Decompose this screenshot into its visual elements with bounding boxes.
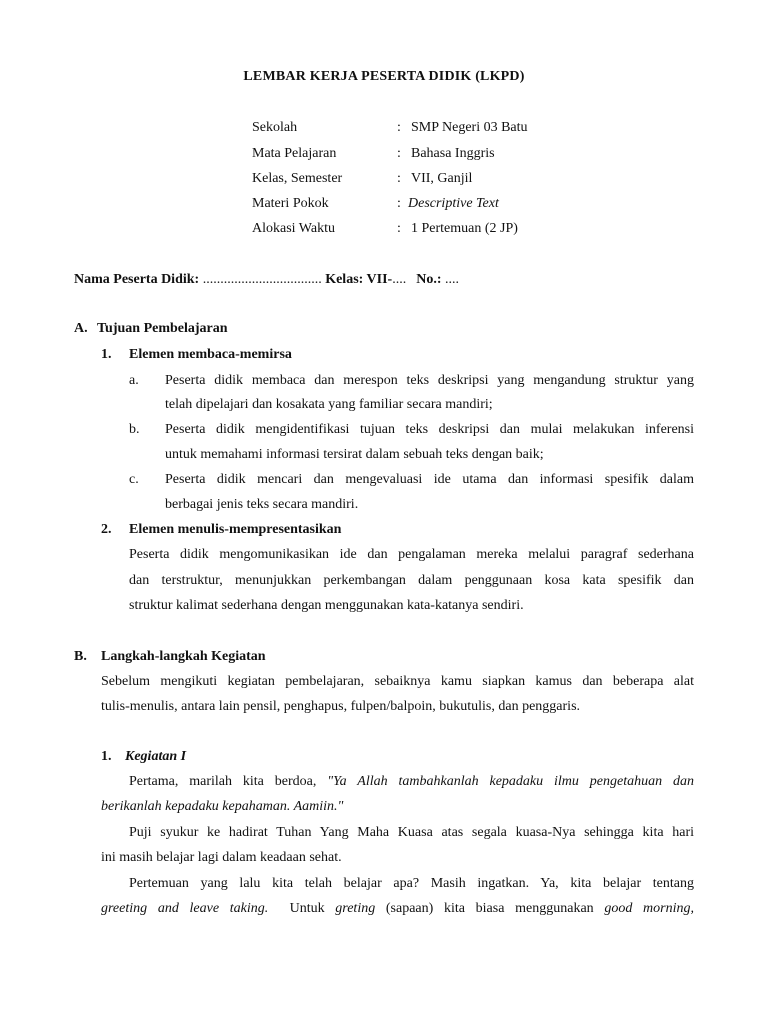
info-value-time: 1 Pertemuan (2 JP) [411,221,518,236]
info-label-topic: Materi Pokok [252,196,329,211]
kegiatan-gratitude-line2: ini masih belajar lagi dalam keadaan sehat. [101,850,342,865]
list-item-letter: c. [129,472,139,487]
good-morning-term: good morning, [604,901,694,916]
kegiatan-gratitude-line1: Puji syukur ke hadirat Tuhan Yang Maha Kuasa atas segala kuasa-Nya sehingga kita hari [129,825,694,840]
section-a-heading: Tujuan Pembelajaran [97,321,228,336]
info-value-topic: Descriptive Text [408,196,499,211]
student-name-label: Nama Peserta Didik: [74,272,200,287]
list-item-b-line2: untuk memahami informasi tersirat dalam sebuah teks dengan baik; [165,447,544,462]
info-colon: : [397,146,401,161]
kegiatan-review-line2 [101,900,694,918]
info-value-class-semester: VII, Ganjil [411,171,473,186]
subsection-2-heading: Elemen menulis-mempresentasikan [129,522,342,537]
document-title: LEMBAR KERJA PESERTA DIDIK (LKPD) [243,69,525,84]
section-a-marker: A. [74,321,88,336]
info-value-subject: Bahasa Inggris [411,146,495,161]
info-value-school: SMP Negeri 03 Batu [411,120,528,135]
untuk-text: Untuk [268,901,336,916]
student-number-label: No.: [416,272,442,287]
list-item-a-line1: Peserta didik membaca dan merespon teks deskripsi yang mengandung struktur yang [165,373,694,388]
section-b-marker: B. [74,649,87,664]
kegiatan-heading: Kegiatan I [125,749,187,764]
info-label-school: Sekolah [252,120,298,135]
greeting-term: greeting and leave taking. [101,901,269,916]
list-item-b-line1: Peserta didik mengidentifikasi tujuan teks deskripsi dan mulai melakukan inferensi [165,422,694,437]
info-colon: : [397,196,401,211]
section-b-heading: Langkah-langkah Kegiatan [101,649,266,664]
kegiatan-review-line1: Pertemuan yang lalu kita telah belajar apa? Masih ingatkan. Ya, kita belajar tentang [129,876,694,891]
subsection-2-line3: struktur kalimat sederhana dengan menggunakan kata-katanya sendiri. [129,598,524,613]
subsection-2-line1: Peserta didik mengomunikasikan ide dan pengalaman mereka melalui paragraf sederhana [129,547,694,562]
subsection-2-line2: dan terstruktur, menunjukkan perkembangan dalam penggunaan kosa kata spesifik dan [129,573,694,588]
kegiatan-prayer-line2: berikanlah kepadaku kepahaman. Aamiin." [101,799,344,814]
section-b-intro-line2: tulis-menulis, antara lain pensil, penghapus, fulpen/balpoin, bukutulis, dan penggaris. [101,699,581,714]
kegiatan-prayer-line1 [129,773,694,791]
sapaan-text: (sapaan) kita biasa menggunakan [375,901,605,916]
list-item-c-line2: berbagai jenis teks secara mandiri. [165,497,359,512]
subsection-1-number: 1. [101,347,112,362]
greting-term: greting [335,901,376,916]
student-number-blank: .... [441,272,460,287]
list-item-c-line1: Peserta didik mencari dan mengevaluasi ide utama dan informasi spesifik dalam [165,472,694,487]
info-colon: : [397,120,401,135]
section-b-intro-line1: Sebelum mengikuti kegiatan pembelajaran, sebaiknya kamu siapkan kamus dan beberapa alat [101,674,694,689]
kegiatan-number: 1. [101,749,112,764]
subsection-1-heading: Elemen membaca-memirsa [129,347,292,362]
student-name-blank: .................................. [199,272,322,287]
student-class-blank: .... [392,272,407,287]
info-label-class-semester: Kelas, Semester [252,171,343,186]
student-class-label: Kelas: VII- [321,272,393,287]
prayer-quote: "Ya Allah tambahkanlah kepadaku ilmu pengetahuan dan [327,774,694,789]
list-item-letter: a. [129,373,139,388]
prayer-intro: Pertama, marilah kita berdoa, [129,774,328,789]
student-info-line [74,271,459,289]
info-label-time: Alokasi Waktu [252,221,335,236]
info-label-subject: Mata Pelajaran [252,146,337,161]
info-colon: : [397,221,401,236]
info-colon: : [397,171,401,186]
list-item-letter: b. [129,422,140,437]
subsection-2-number: 2. [101,522,112,537]
list-item-a-line2: telah dipelajari dan kosakata yang familiar secara mandiri; [165,397,493,412]
